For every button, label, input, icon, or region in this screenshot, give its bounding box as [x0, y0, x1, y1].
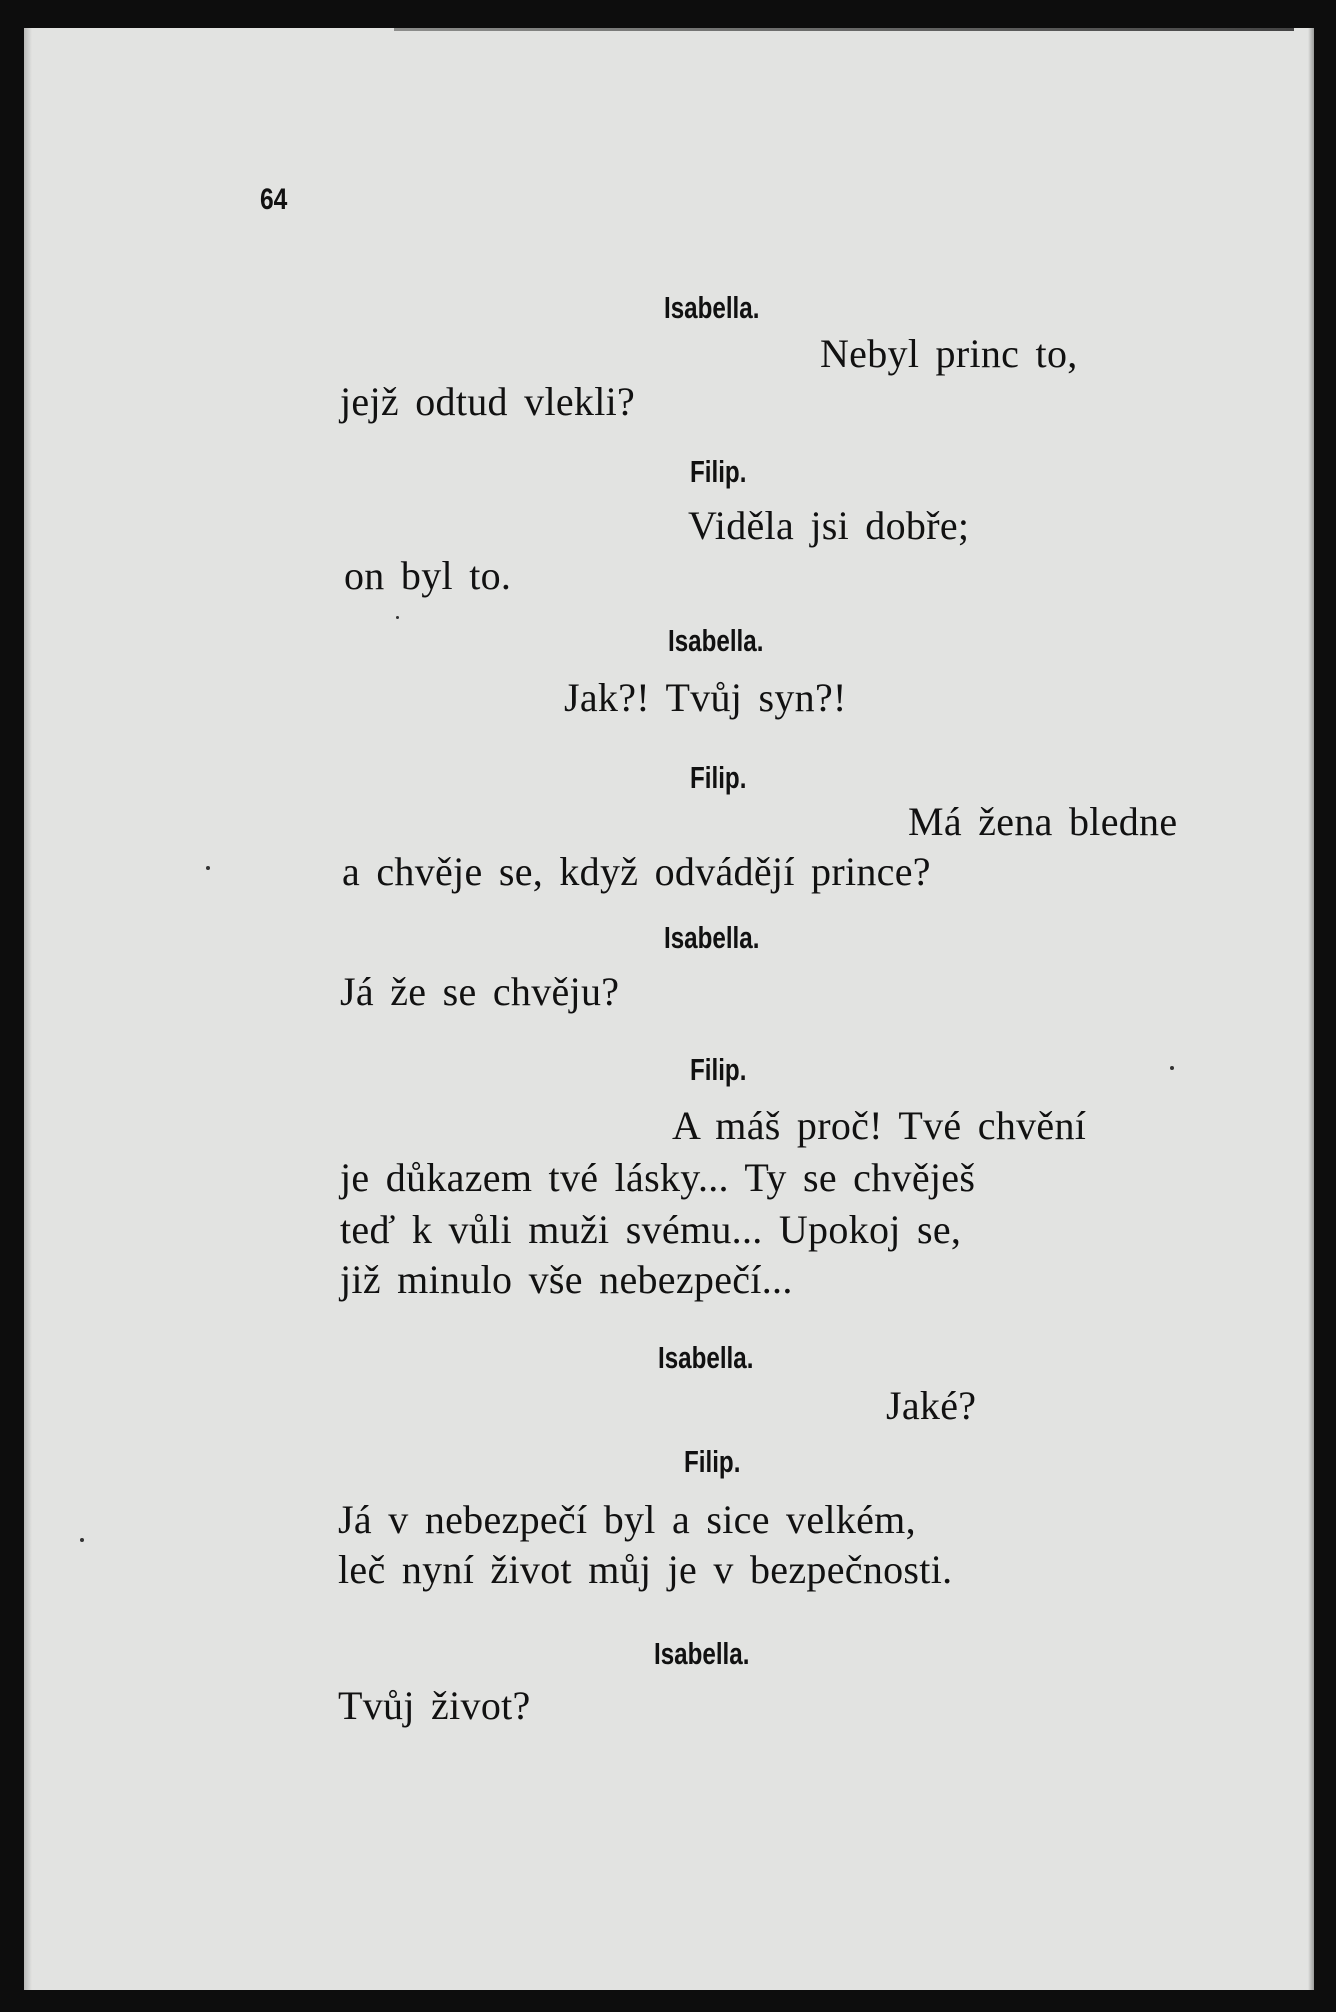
scan-speck	[1170, 1066, 1174, 1070]
page-number: 64	[260, 183, 288, 216]
verse-line: Jak?! Tvůj syn?!	[564, 675, 847, 720]
verse-line: jejž odtud vlekli?	[340, 379, 636, 424]
page-right-edge-shadow	[1308, 28, 1314, 1990]
verse-line: a chvěje se, když odvádějí prince?	[342, 849, 931, 894]
verse-line: je důkazem tvé lásky... Ty se chvěješ	[340, 1155, 976, 1200]
speaker-label: Isabella.	[658, 1340, 754, 1375]
page-top-edge	[394, 28, 1294, 31]
verse-line: A máš proč! Tvé chvění	[672, 1103, 1087, 1148]
verse-line: Já v nebezpečí byl a sice velkém,	[338, 1497, 916, 1542]
speaker-label: Filip.	[684, 1444, 741, 1479]
verse-line: Já že se chvěju?	[340, 969, 620, 1014]
scan-speck	[396, 616, 399, 619]
verse-line: on byl to.	[344, 553, 512, 598]
verse-line: Nebyl princ to,	[820, 331, 1078, 376]
page-left-edge-shadow	[24, 28, 32, 1990]
speaker-label: Isabella.	[668, 623, 764, 658]
speaker-label: Isabella.	[664, 290, 760, 325]
scan-speck	[80, 1538, 84, 1542]
verse-line: Jaké?	[886, 1383, 977, 1428]
verse-line: Viděla jsi dobře;	[688, 503, 970, 548]
speaker-label: Isabella.	[654, 1636, 750, 1671]
speaker-label: Filip.	[690, 760, 747, 795]
verse-line: již minulo vše nebezpečí...	[340, 1257, 793, 1302]
verse-line: leč nyní život můj je v bezpečnosti.	[338, 1547, 953, 1592]
speaker-label: Filip.	[690, 454, 747, 489]
book-page	[24, 28, 1314, 1990]
verse-line: Má žena bledne	[908, 799, 1178, 844]
speaker-label: Isabella.	[664, 920, 760, 955]
speaker-label: Filip.	[690, 1052, 747, 1087]
verse-line: teď k vůli muži svému... Upokoj se,	[340, 1207, 962, 1252]
scan-speck	[206, 866, 210, 870]
verse-line: Tvůj život?	[338, 1683, 531, 1728]
